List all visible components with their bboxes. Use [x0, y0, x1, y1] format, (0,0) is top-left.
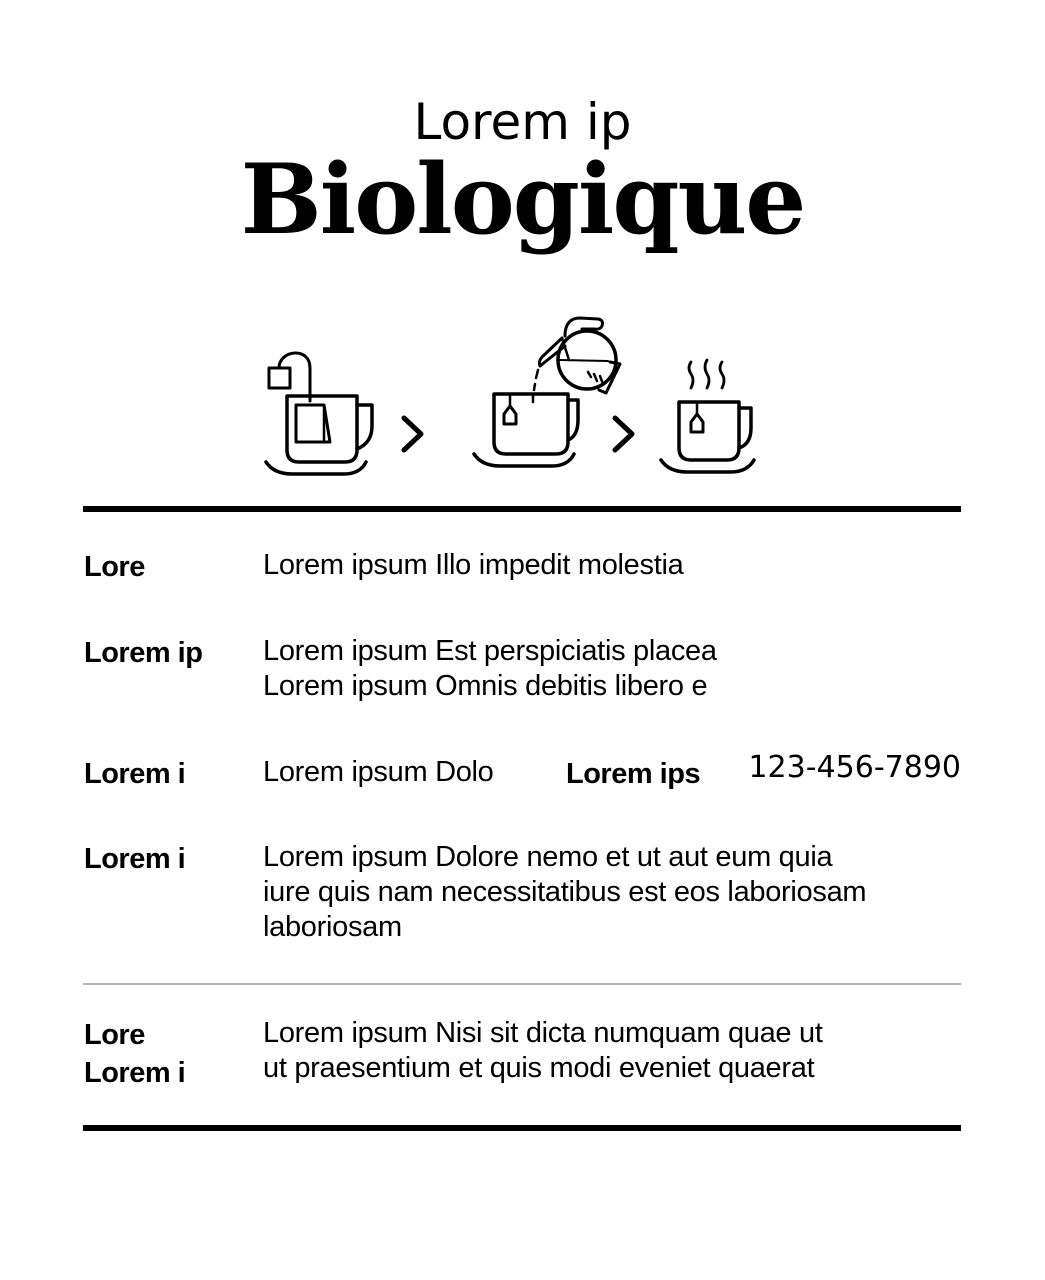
row-value-text: Lorem ipsum Dolore nemo et ut aut eum quia	[263, 841, 833, 873]
row-label	[84, 548, 145, 586]
row-value	[263, 634, 717, 704]
brewing-steps	[0, 290, 1045, 490]
row-value-text: Lorem ipsum Illo impedit molestia	[263, 549, 684, 581]
row-label-text: Lorem ip	[84, 637, 203, 669]
tea-bag-in-cup-icon	[262, 350, 367, 480]
row-label-text: Lore	[84, 1019, 145, 1051]
row-value	[263, 755, 494, 790]
row-value	[263, 840, 866, 945]
row-value-text: Lorem ipsum Dolo	[263, 756, 494, 788]
phone-label: Lorem ips	[566, 758, 701, 790]
chevron-right-icon	[611, 414, 637, 454]
subtitle: Lorem ip	[413, 93, 632, 151]
divider-bottom	[83, 1125, 961, 1131]
row-label	[84, 755, 185, 793]
divider-middle	[83, 983, 961, 985]
row-value-text: iure quis nam necessitatibus est eos laboriosam	[263, 876, 867, 908]
row-value-text: Lorem ipsum Nisi sit dicta numquam quae ut	[263, 1017, 823, 1049]
kettle-pour-water-icon	[470, 302, 630, 482]
row-value	[263, 1016, 823, 1086]
steaming-cup-icon	[659, 356, 759, 480]
row-label-text: Lorem i	[84, 1057, 186, 1089]
row-value-text: Lorem ipsum Omnis debitis libero e	[263, 670, 708, 702]
divider-top	[83, 506, 961, 512]
row-label	[84, 1016, 185, 1092]
row-label-text: Lore	[84, 551, 145, 583]
page-title: Biologique	[240, 143, 805, 256]
row-value	[263, 548, 683, 583]
row-value-text: laboriosam	[263, 911, 402, 943]
phone-number: 123-456-7890	[748, 750, 961, 785]
chevron-right-icon	[400, 414, 426, 454]
row-label	[84, 634, 202, 672]
row-label	[84, 840, 185, 878]
row-label-text: Lorem i	[84, 843, 186, 875]
row-value-text: ut praesentium et quis modi eveniet quaerat	[263, 1052, 815, 1084]
row-label-text: Lorem i	[84, 758, 186, 790]
row-value-text: Lorem ipsum Est perspiciatis placea	[263, 635, 717, 667]
